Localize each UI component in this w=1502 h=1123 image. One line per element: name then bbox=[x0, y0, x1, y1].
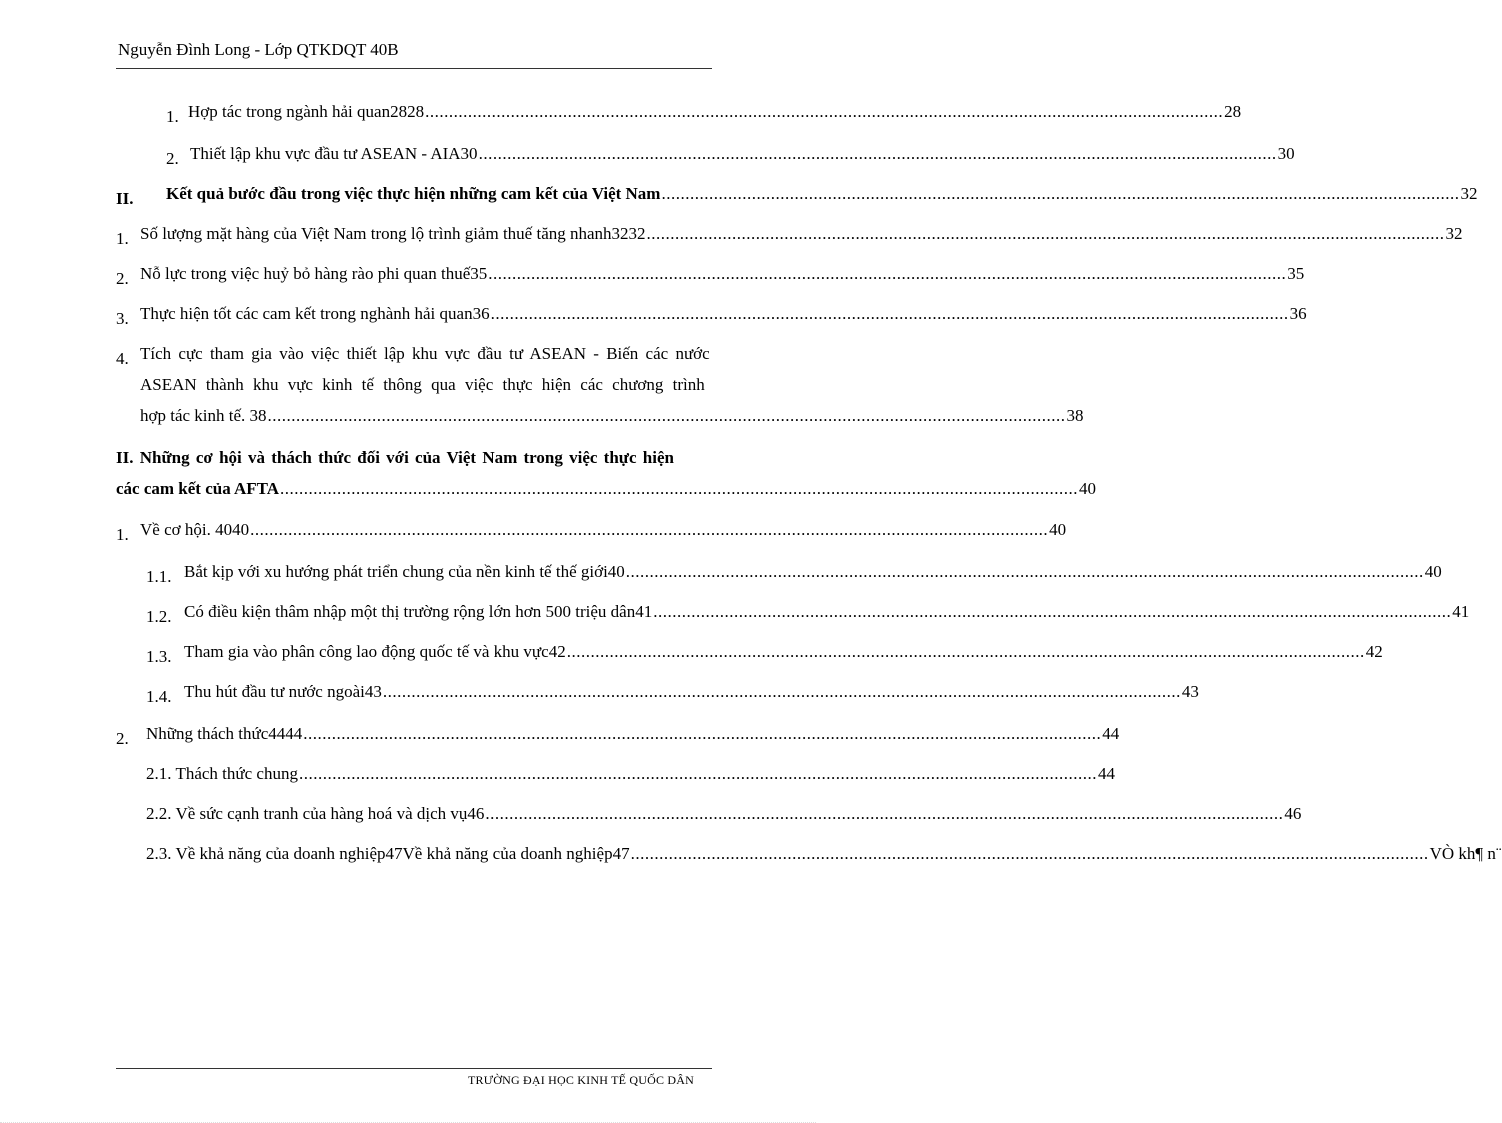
toc-leader-dots: ........................................................................................................................................................................ bbox=[625, 562, 1424, 581]
document-footer: TRƯỜNG ĐẠI HỌC KINH TẾ QUỐC DÂN bbox=[468, 1073, 694, 1087]
toc-entry-number: 1.4. bbox=[146, 687, 172, 706]
toc-section-entry-last-line[interactable] bbox=[116, 479, 1097, 505]
toc-section-entry[interactable] bbox=[116, 184, 1478, 210]
toc-leader-dots: ........................................................................................................................................................................ bbox=[566, 642, 1365, 661]
toc-leader-dots: ........................................................................................................................................................................ bbox=[490, 304, 1289, 323]
toc-entry-page: 32 bbox=[1460, 184, 1478, 203]
toc-entry-title-line2: ASEAN thành khu vực kinh tế thông qua việc thực hiện các chương trình bbox=[140, 375, 705, 394]
footer-rule bbox=[116, 1068, 712, 1069]
toc-leader-dots: ........................................................................................................................................................................ bbox=[298, 764, 1097, 783]
toc-entry-title-line2: các cam kết của AFTA bbox=[116, 479, 280, 498]
toc-entry[interactable] bbox=[166, 102, 1242, 128]
toc-entry-page: 42 bbox=[1365, 642, 1383, 661]
toc-entry-page: 40 bbox=[1049, 520, 1067, 539]
toc-entry-title: Những thách thức4444 bbox=[146, 724, 303, 743]
toc-leader-dots: ........................................................................................................................................................................ bbox=[425, 102, 1224, 121]
toc-entry-number: 2. bbox=[116, 269, 129, 288]
toc-entry-number: 3. bbox=[116, 309, 129, 328]
toc-leader-dots: ........................................................................................................................................................................ bbox=[646, 224, 1445, 243]
toc-subentry[interactable] bbox=[146, 602, 1470, 628]
toc-entry-title: 2.3. Về khả năng của doanh nghiệp47Về khả năng của doanh nghiệp47 bbox=[146, 844, 630, 863]
toc-entry-title: Nỗ lực trong việc huỷ bỏ hàng rào phi quan thuế35 bbox=[140, 264, 488, 283]
toc-entry-number: 1.3. bbox=[146, 647, 172, 666]
toc-entry-number: 1. bbox=[116, 525, 129, 544]
toc-entry[interactable] bbox=[116, 224, 1463, 250]
toc-entry-page: 43 bbox=[1181, 682, 1199, 701]
toc-entry[interactable] bbox=[116, 520, 1067, 546]
toc-entry-page: 28 bbox=[1224, 102, 1242, 121]
toc-section-entry[interactable] bbox=[116, 448, 674, 468]
toc-leader-dots: ........................................................................................................................................................................ bbox=[661, 184, 1460, 203]
toc-entry-page: 44 bbox=[1102, 724, 1120, 743]
toc-entry[interactable] bbox=[116, 264, 1305, 290]
toc-leader-dots: ........................................................................................................................................................................ bbox=[478, 144, 1277, 163]
toc-entry-number: 1. bbox=[116, 229, 129, 248]
toc-entry-continuation bbox=[140, 375, 705, 395]
toc-subentry[interactable] bbox=[146, 682, 1199, 708]
toc-leader-dots: ........................................................................................................................................................................ bbox=[630, 844, 1429, 863]
toc-entry[interactable] bbox=[116, 724, 1120, 750]
toc-entry-title: Thực hiện tốt các cam kết trong nghành hải quan36 bbox=[140, 304, 490, 323]
header-rule bbox=[116, 68, 712, 69]
toc-entry-page: 38 bbox=[1066, 406, 1084, 425]
toc-leader-dots: ........................................................................................................................................................................ bbox=[267, 406, 1066, 425]
toc-entry-page: 44 bbox=[1097, 764, 1115, 783]
toc-entry-number: 1.1. bbox=[146, 567, 172, 586]
toc-entry-title: Về cơ hội. 4040 bbox=[140, 520, 250, 539]
toc-entry-number: 2. bbox=[166, 149, 179, 168]
toc-leader-dots: ........................................................................................................................................................................ bbox=[653, 602, 1452, 621]
toc-entry-title: II. Những cơ hội và thách thức đối với của Việt Nam trong việc thực hiện bbox=[116, 448, 674, 467]
toc-entry-page: VÒ kh¶ n¨ bbox=[1429, 844, 1502, 863]
toc-entry-page: 30 bbox=[1277, 144, 1295, 163]
toc-leader-dots: ........................................................................................................................................................................ bbox=[488, 264, 1287, 283]
toc-entry-title: Số lượng mặt hàng của Việt Nam trong lộ trình giảm thuế tăng nhanh3232 bbox=[140, 224, 646, 243]
toc-entry-title: Thiết lập khu vực đầu tư ASEAN - AIA30 bbox=[190, 144, 478, 163]
toc-leader-dots: ........................................................................................................................................................................ bbox=[382, 682, 1181, 701]
toc-entry-number: 4. bbox=[116, 349, 129, 368]
toc-subentry[interactable] bbox=[146, 562, 1442, 588]
toc-entry-page: 41 bbox=[1452, 602, 1470, 621]
toc-entry-title: Bắt kịp với xu hướng phát triển chung của nền kinh tế thế giới40 bbox=[184, 562, 625, 581]
toc-entry-number: 1.2. bbox=[146, 607, 172, 626]
document-header: Nguyễn Đình Long - Lớp QTKDQT 40B bbox=[118, 40, 399, 59]
toc-entry-number: II. bbox=[116, 189, 134, 208]
toc-entry-title: Kết quả bước đầu trong việc thực hiện những cam kết của Việt Nam bbox=[166, 184, 661, 203]
toc-entry-number: 1. bbox=[166, 107, 179, 126]
toc-entry-page: 40 bbox=[1079, 479, 1097, 498]
toc-entry-last-line[interactable] bbox=[140, 406, 1084, 432]
toc-entry-page: 36 bbox=[1289, 304, 1307, 323]
toc-subentry[interactable] bbox=[146, 844, 1502, 870]
toc-entry-page: 40 bbox=[1424, 562, 1442, 581]
toc-entry-page: 32 bbox=[1445, 224, 1463, 243]
toc-entry[interactable] bbox=[116, 304, 1307, 330]
toc-leader-dots: ........................................................................................................................................................................ bbox=[280, 479, 1079, 498]
toc-entry-multiline[interactable] bbox=[116, 344, 710, 368]
toc-entry-title: Tham gia vào phân công lao động quốc tế và khu vực42 bbox=[184, 642, 566, 661]
toc-entry-title: 2.2. Về sức cạnh tranh của hàng hoá và dịch vụ46 bbox=[146, 804, 485, 823]
toc-entry-title: 2.1. Thách thức chung bbox=[146, 764, 298, 783]
toc-entry[interactable] bbox=[166, 144, 1295, 170]
toc-subentry[interactable] bbox=[146, 764, 1115, 790]
toc-entry-title: Tích cực tham gia vào việc thiết lập khu vực đầu tư ASEAN - Biến các nước bbox=[140, 344, 710, 363]
toc-leader-dots: ........................................................................................................................................................................ bbox=[250, 520, 1049, 539]
toc-subentry[interactable] bbox=[146, 642, 1383, 668]
toc-subentry[interactable] bbox=[146, 804, 1302, 830]
toc-leader-dots: ........................................................................................................................................................................ bbox=[485, 804, 1284, 823]
toc-entry-title: Có điều kiện thâm nhập một thị trường rộng lớn hơn 500 triệu dân41 bbox=[184, 602, 653, 621]
toc-entry-page: 35 bbox=[1287, 264, 1305, 283]
toc-entry-title: Thu hút đầu tư nước ngoài43 bbox=[184, 682, 382, 701]
toc-entry-title: Hợp tác trong ngành hải quan2828 bbox=[188, 102, 425, 121]
toc-leader-dots: ........................................................................................................................................................................ bbox=[303, 724, 1102, 743]
toc-entry-number: 2. bbox=[116, 729, 129, 748]
toc-entry-page: 46 bbox=[1284, 804, 1302, 823]
toc-entry-title-line3: hợp tác kinh tế. 38 bbox=[140, 406, 267, 425]
